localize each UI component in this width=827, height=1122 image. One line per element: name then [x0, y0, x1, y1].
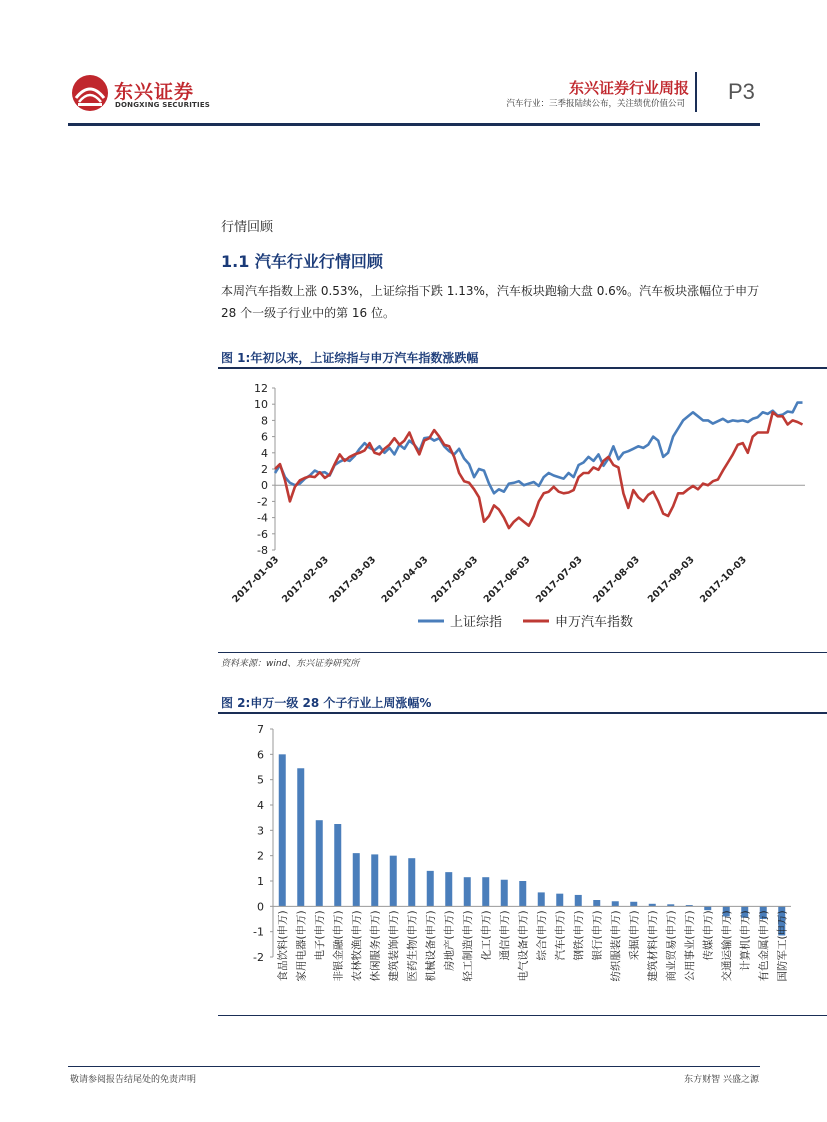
bar-chart [218, 715, 827, 1013]
x-tick-label: 2017-03-03 [327, 554, 379, 606]
report-title: 东兴证券行业周报 [568, 79, 689, 97]
bar [297, 768, 304, 906]
y-tick-label: 2 [257, 849, 264, 863]
bar [482, 877, 489, 906]
figure2-bottom-rule [218, 1015, 827, 1016]
bar [445, 872, 452, 906]
y-tick-label: 12 [254, 382, 268, 395]
category-label: 纺织服装(申万) [610, 910, 623, 982]
category-label: 计算机(申万) [739, 910, 752, 972]
y-tick-label: 8 [261, 414, 268, 428]
figure1-source: 资料来源：wind、东兴证券研究所 [221, 659, 360, 669]
footer-slogan: 东方财智 兴盛之源 [684, 1075, 759, 1085]
y-tick-label: 5 [257, 773, 264, 787]
category-label: 钢铁(申万) [573, 910, 586, 961]
x-tick-label: 2017-07-03 [533, 554, 585, 606]
bar [371, 854, 378, 906]
bar [353, 853, 360, 906]
y-tick-label: 4 [257, 799, 264, 812]
category-label: 轻工制造(申万) [462, 910, 475, 982]
figure2-top-rule [218, 712, 827, 714]
category-label: 公用事业(申万) [684, 910, 697, 982]
bar [519, 881, 526, 906]
figure1-title: 图 1:年初以来，上证综指与申万汽车指数涨跌幅 [221, 351, 479, 365]
figure2-title: 图 2:申万一级 28 个子行业上周涨幅% [221, 696, 432, 710]
bar [316, 820, 323, 906]
category-label: 建筑装饰(申万) [388, 910, 401, 982]
header-divider [695, 72, 697, 112]
y-tick-label: 6 [261, 430, 268, 444]
header-rule [68, 123, 760, 126]
y-tick-label: 1 [257, 875, 264, 888]
category-label: 银行(申万) [591, 910, 604, 961]
bar [390, 856, 397, 907]
legend-label-1: 申万汽车指数 [555, 615, 634, 630]
figure1-bottom-rule [218, 652, 827, 653]
category-label: 房地产(申万) [443, 910, 456, 972]
y-tick-label: 3 [257, 824, 264, 838]
line-chart [218, 370, 827, 650]
category-label: 建筑材料(申万) [647, 910, 660, 982]
y-tick-label: 0 [261, 479, 268, 493]
y-tick-label: -6 [257, 527, 268, 541]
bar [556, 894, 563, 907]
bar [538, 892, 545, 906]
category-label: 医药生物(申万) [406, 910, 419, 982]
series-line-0 [275, 403, 803, 494]
category-label: 休闲服务(申万) [369, 910, 382, 982]
brand-name-english: DONGXING SECURITIES [115, 101, 211, 109]
y-tick-label: -2 [257, 495, 268, 509]
category-label: 化工(申万) [480, 910, 493, 961]
series-line-1 [275, 412, 803, 528]
figure1-top-rule [218, 367, 827, 369]
bar [575, 895, 582, 906]
y-tick-label: 7 [257, 723, 264, 736]
bar [334, 824, 341, 906]
category-label: 电子(申万) [314, 910, 327, 961]
bar [501, 880, 508, 907]
summary-paragraph: 本周汽车指数上涨 0.53%，上证综指下跌 1.13%，汽车板块跑输大盘 0.6%。汽车板块涨幅位于申万 28 个一级子行业中的第 16 位。 [221, 284, 760, 320]
category-label: 机械设备(申万) [425, 910, 438, 982]
bar [464, 877, 471, 906]
bar [593, 900, 600, 906]
category-label: 汽车(申万) [554, 910, 567, 961]
category-label: 交通运输(申万) [721, 910, 734, 982]
dongxing-logo-icon [70, 74, 110, 112]
report-subtitle: 汽车行业：三季报陆续公布，关注绩优价值公司 [506, 99, 685, 109]
category-label: 家用电器(申万) [295, 910, 308, 982]
y-tick-label: 2 [261, 463, 268, 476]
category-label: 农林牧渔(申万) [351, 910, 364, 982]
section-heading: 1.1 汽车行业行情回顾 [221, 252, 383, 271]
x-tick-label: 2017-05-03 [429, 554, 481, 606]
x-tick-label: 2017-10-03 [698, 554, 749, 606]
x-tick-label: 2017-08-03 [591, 554, 642, 606]
category-label: 采掘(申万) [628, 910, 641, 961]
section-label: 行情回顾 [221, 220, 274, 235]
y-tick-label: -4 [257, 511, 268, 525]
x-tick-label: 2017-06-03 [481, 554, 533, 606]
y-tick-label: 4 [261, 446, 268, 460]
footer-rule [68, 1066, 760, 1067]
category-label: 非银金融(申万) [332, 910, 345, 982]
y-tick-label: 0 [257, 900, 264, 914]
bar [612, 901, 619, 906]
bar [630, 902, 637, 907]
disclaimer-note: 敬请参阅报告结尾处的免责声明 [70, 1075, 197, 1085]
brand-name: 东兴证券 [114, 81, 195, 103]
x-tick-label: 2017-01-03 [230, 554, 282, 606]
x-tick-label: 2017-04-03 [379, 554, 431, 606]
category-label: 通信(申万) [499, 910, 512, 961]
y-tick-label: 6 [257, 748, 264, 762]
category-label: 商业贸易(申万) [665, 910, 678, 982]
y-tick-label: -1 [253, 925, 264, 939]
y-tick-label: -2 [253, 951, 264, 964]
bar [408, 858, 415, 906]
bar [427, 871, 434, 906]
category-label: 国防军工(申万) [776, 910, 789, 982]
bar [279, 754, 286, 906]
category-label: 电气设备(申万) [517, 910, 530, 982]
y-tick-label: 10 [254, 398, 268, 412]
legend-label-0: 上证综指 [450, 615, 503, 630]
category-label: 有色金属(申万) [758, 910, 771, 982]
x-tick-label: 2017-02-03 [280, 554, 331, 606]
bar [704, 906, 711, 910]
x-tick-label: 2017-09-03 [645, 554, 697, 606]
category-label: 综合(申万) [536, 910, 549, 961]
y-tick-label: -8 [257, 544, 268, 557]
category-label: 传媒(申万) [702, 910, 715, 961]
category-label: 食品饮料(申万) [277, 910, 290, 982]
page-number: P3 [728, 79, 755, 104]
